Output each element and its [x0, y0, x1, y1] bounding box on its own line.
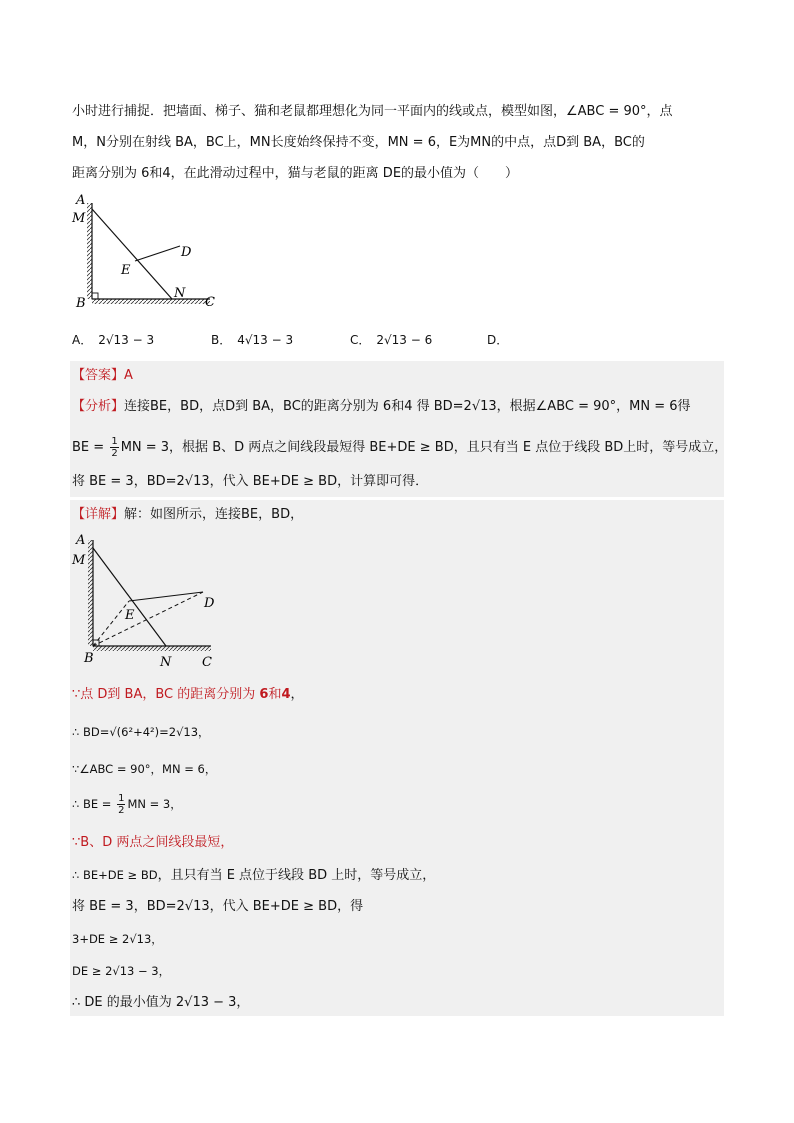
segment-ed — [129, 592, 203, 601]
label-c: C — [202, 655, 212, 670]
question-figure — [70, 193, 230, 313]
label-a: A — [76, 193, 86, 208]
wall-hatch — [87, 203, 92, 299]
detail-step-5: ∵B、D 两点之间线段最短， — [72, 835, 234, 850]
label-n: N — [160, 655, 172, 670]
detail-step-6: ∴ BE+DE ≥ BD，且只有当 E 点位于线段 BD 上时，等号成立， — [72, 868, 436, 883]
detail-step-2: ∴ BD=√(6²+4²)=2√13， — [72, 725, 210, 739]
label-e: E — [125, 608, 135, 623]
segment-be-dashed — [93, 601, 129, 646]
option-c: C． 2√13 − 6 — [350, 333, 433, 347]
detail-step-7: 将 BE = 3，BD=2√13，代入 BE+DE ≥ BD，得 — [72, 899, 364, 914]
ladder-mn — [93, 548, 166, 646]
analysis-line-2: BE = $\frac{1}{2}$ MN = 3，根据 B、D 两点之间线段最短得 BE+DE ≥ BD，且只有当 E 点位于线段 BD上时，等号成立， — [72, 436, 728, 459]
option-a: A． 2√13 − 3 — [72, 333, 155, 347]
question-line-3: 距离分别为 6和4，在此滑动过程中，猫与老鼠的距离 DE的最小值为（ ） — [72, 166, 519, 181]
detail-figure — [70, 530, 230, 670]
option-b: B． 4√13 − 3 — [211, 333, 294, 347]
label-e: E — [121, 263, 131, 278]
right-angle-mark — [92, 293, 98, 299]
label-d: D — [204, 596, 215, 611]
detail-intro: 【详解】解：如图所示，连接BE，BD， — [72, 507, 304, 522]
label-c: C — [205, 295, 215, 310]
detail-step-3: ∵∠ABC = 90°，MN = 6， — [72, 762, 217, 776]
detail-step-4: ∴ BE = $\frac{1}{2}$ MN = 3， — [72, 793, 182, 816]
question-line-2: M，N分别在射线 BA，BC上，MN长度始终保持不变，MN = 6，E为MN的中点，点D到 BA，BC的 — [72, 135, 645, 150]
label-a: A — [76, 533, 86, 548]
analysis-line-3: 将 BE = 3，BD=2√13，代入 BE+DE ≥ BD，计算即可得． — [72, 474, 429, 489]
wall-hatch — [88, 540, 93, 646]
segment-ed — [135, 246, 180, 261]
label-n: N — [174, 286, 186, 301]
ground-hatch — [92, 299, 210, 304]
detail-step-1: ∵点 D到 BA，BC 的距离分别为 6和4， — [72, 687, 304, 702]
detail-step-8: 3+DE ≥ 2√13， — [72, 932, 163, 946]
segment-bd-dashed — [93, 592, 203, 646]
label-d: D — [181, 245, 192, 260]
detail-step-10: ∴ DE 的最小值为 2√13 − 3， — [72, 995, 250, 1010]
ground-hatch — [93, 646, 211, 651]
label-b: B — [76, 296, 86, 311]
option-d: D． — [487, 333, 509, 347]
question-line-1: 小时进行捕捉．把墙面、梯子、猫和老鼠都理想化为同一平面内的线或点，模型如图，∠ABC = 90°，点 — [72, 104, 673, 119]
detail-step-9: DE ≥ 2√13 − 3， — [72, 964, 171, 978]
label-b: B — [84, 651, 94, 666]
answer-line: 【答案】A — [72, 368, 133, 383]
label-m: M — [72, 553, 86, 568]
ladder-mn — [92, 209, 172, 299]
analysis-line-1: 【分析】连接BE，BD，点D到 BA，BC的距离分别为 6和4 得 BD=2√13，根据∠ABC = 90°，MN = 6得 — [72, 399, 691, 414]
label-m: M — [72, 211, 86, 226]
